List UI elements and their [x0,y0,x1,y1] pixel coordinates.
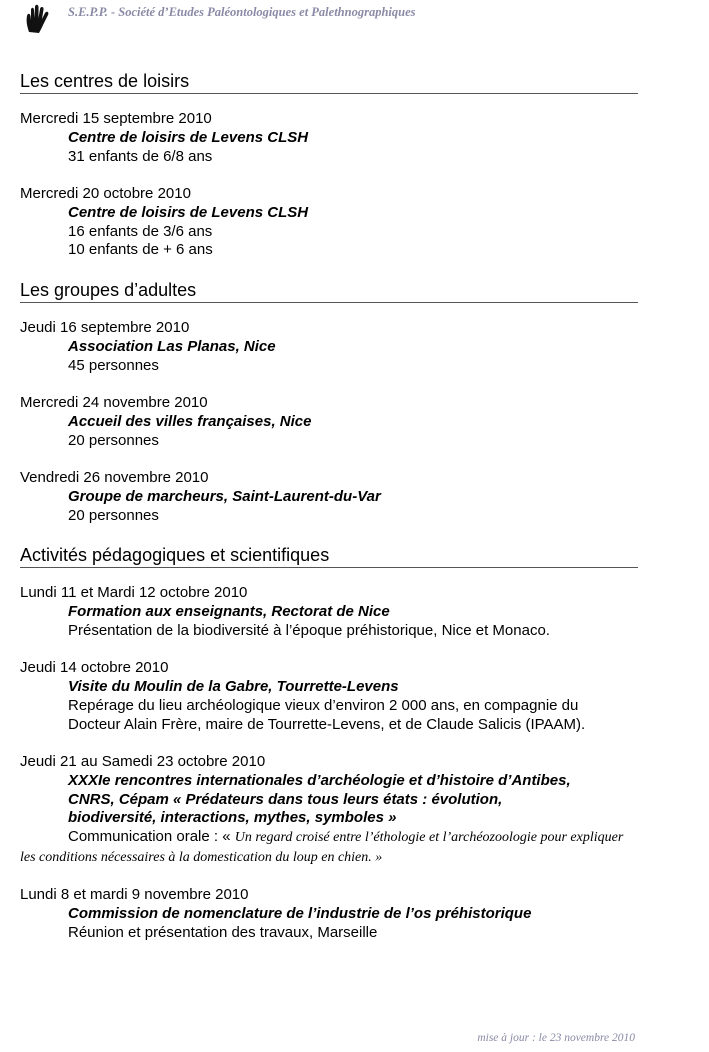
entry-detail: 31 enfants de 6/8 ans [68,147,213,165]
section-groupes-adultes [20,279,638,525]
entry [20,753,638,868]
section-title: Les groupes d’adultes [20,279,638,303]
entry-name: Groupe de marcheurs, Saint-Laurent-du-Var [68,487,381,505]
communication-label: Communication orale : « [68,828,235,845]
entry-detail: 16 enfants de 3/6 ans [68,222,213,240]
entry-name: Centre de loisirs de Levens CLSH [68,128,309,146]
entry-detail: 45 personnes [68,356,159,374]
section-centres-de-loisirs [20,70,638,260]
entry-date: Lundi 8 et mardi 9 novembre 2010 [20,886,249,904]
entry-date: Vendredi 26 novembre 2010 [20,469,209,486]
section-title: Activités pédagogiques et scientifiques [20,544,638,568]
communication-orale [20,828,638,868]
document-body [20,70,638,943]
entry-name: Visite du Moulin de la Gabre, Tourrette-Levens [68,678,399,695]
entry [20,185,638,260]
entry-detail: Docteur Alain Frère, maire de Tourrette-Levens, et de Claude Salicis (IPAAM). [68,715,586,733]
entry [20,469,638,525]
entry-detail: 20 personnes [68,506,159,524]
entry-name: Formation aux enseignants, Rectorat de Nice [68,603,390,620]
entry-detail: Réunion et présentation des travaux, Marseille [68,923,378,941]
entry [20,319,638,375]
hand-print-logo-icon [24,4,52,34]
entry-body [68,413,638,451]
entry-name: Accueil des villes françaises, Nice [68,412,312,430]
entry-body [68,905,638,943]
communication-quote: Un regard croisé entre l’éthologie et l’archéozoologie pour expliquer les conditions nécessaires à la domestication du loup en chien. » [20,830,624,865]
update-date: mise à jour : le 23 novembre 2010 [477,1032,635,1044]
entry-name: Commission de nomenclature de l’industrie de l’os préhistorique [68,905,532,922]
entry [20,110,638,166]
entry-name: XXXIe rencontres internationales d’archéologie et d’histoire d’Antibes, CNRS, Cépam « Prédateurs dans tous leurs états : évolution, biodiversité, interactions, mythes, symboles » [68,771,571,827]
entry [20,659,638,734]
entry-date: Mercredi 20 octobre 2010 [20,185,191,202]
entry-body [68,772,638,828]
header-title: S.E.P.P. - Société d’Etudes Paléontologiques et Palethnographiques [68,5,416,19]
entry-detail: 10 enfants de + 6 ans [68,241,213,259]
entry-detail: 20 personnes [68,431,159,449]
section-title: Les centres de loisirs [20,70,638,94]
entry-detail: Présentation de la biodiversité à l’époque préhistorique, Nice et Monaco. [68,621,550,639]
entry [20,394,638,450]
entry-body [68,204,638,260]
entry-body [68,603,638,641]
entry-body [68,488,638,526]
entry-date: Jeudi 16 septembre 2010 [20,319,190,336]
entry-date: Jeudi 21 au Samedi 23 octobre 2010 [20,753,266,770]
entry-name: Association Las Planas, Nice [68,337,276,355]
entry-date: Lundi 11 et Mardi 12 octobre 2010 [20,584,248,602]
entry [20,886,638,942]
section-activites [20,544,638,942]
entry-name: Centre de loisirs de Levens CLSH [68,203,309,221]
entry-date: Mercredi 24 novembre 2010 [20,394,208,411]
entry-body [68,678,638,734]
entry-detail: Repérage du lieu archéologique vieux d’environ 2 000 ans, en compagnie du [68,696,579,714]
entry-date: Mercredi 15 septembre 2010 [20,110,212,127]
entry-date: Jeudi 14 octobre 2010 [20,659,169,677]
entry [20,584,638,640]
entry-body [68,338,638,376]
entry-body [68,129,638,167]
